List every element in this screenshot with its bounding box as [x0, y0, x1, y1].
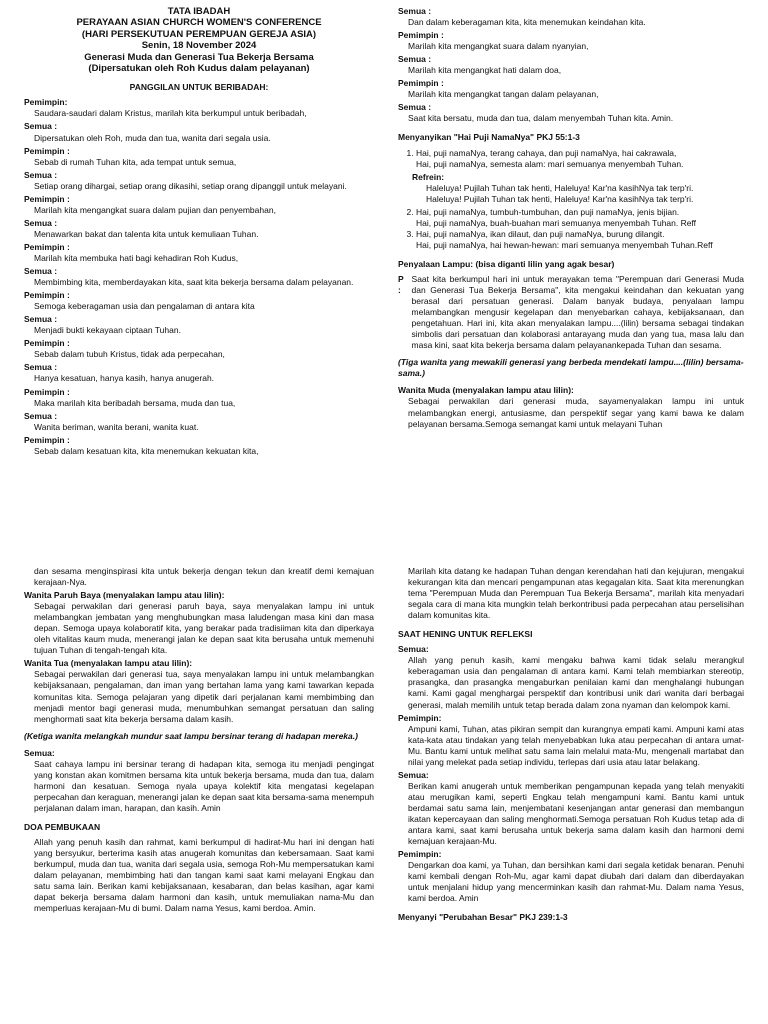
speaker-label: Pemimpin : [24, 193, 70, 204]
song1-title: Menyanyikan "Hai Puji NamaNya" PKJ 55:1-3 [398, 132, 580, 143]
column-3 [24, 566, 374, 1020]
silence-text-4: Dengarkan doa kami, ya Tuhan, dan bersihkan kami dari segala ketidak benaran. Penuhi kami kembali dengan Roh-Mu, agar kami dapat diubah dari dalam dan diberdayakan untuk menjalani hidup yang mencerminkan kasih dan rahmat-Mu. Dalam nama Yesus, kami berdoa. Amin [408, 860, 744, 904]
middle-woman-text: Sebagai perwakilan dari generasi paruh baya, saya menyalakan lampu ini untuk melambangkan jembatan yang menghubungkan masa laludengan masa kini dan masa depan. Semoga upaya kolaboratif kita, yang berakar pada tradisiiman kita dan diperkaya oleh vitalitas kaum muda, menerangi jalan ke depan saat kita berusaha untuk memenuhi tujuan Tuhan di tengah-tengah kita. [34, 601, 374, 656]
liturgy-line: Dipersatukan oleh Roh, muda dan tua, wanita dari segala usia. [34, 132, 271, 143]
all-label: Semua: [24, 747, 55, 758]
speaker-label: Pemimpin : [24, 145, 70, 156]
speaker-label: Semua : [24, 314, 58, 325]
silence-text-1: Allah yang penuh kasih, kami mengaku bahwa kami tidak selalu merangkul keberagaman usia dan pengalaman di antara kami. Kami telah membiarkan stereotip, prasangka, dan prasangka mengaburkan penilaian kami dan menghalangi hubungan kami. Kami gagal menghargai perspektif dan kontribusi unik dari wanita dari berbagai generasi, malah memilih untuk tetap berada dalam zona nyaman dan kelompok kami. [408, 655, 744, 710]
speaker-label: Semua : [398, 54, 432, 65]
song2-title: Menyanyi "Perubahan Besar" PKJ 239:1-3 [398, 912, 568, 923]
liturgy-line: Sebab dalam kesatuan kita, kita menemukan kekuatan kita, [34, 445, 259, 456]
lamp-note: (Tiga wanita yang mewakili generasi yang berbeda mendekati lampu....(lilin) bersama-sama.) [398, 357, 744, 379]
speaker-label: Pemimpin : [398, 78, 444, 89]
speaker-label: Pemimpin : [398, 30, 444, 41]
song1-verses [398, 148, 744, 170]
speaker-label: Semua : [24, 217, 58, 228]
liturgy-line: Semoga keberagaman usia dan pengalaman di antara kita [34, 301, 255, 312]
liturgy-line: Marilah kita mengangkat suara dalam pujian dan penyembahan, [34, 204, 276, 215]
opening-prayer-title: DOA PEMBUKAAN [24, 821, 101, 832]
lamp-title: Penyalaan Lampu: (bisa diganti lilin yang agak besar) [398, 258, 615, 269]
speaker-label: Semua : [24, 169, 58, 180]
lamp-paragraph: P : Saat kita berkumpul hari ini untuk merayakan tema "Perempuan dari Generasi Muda dan Generasi Tua Bekerja Bersama", kita mengakui keindahan dan kekuatan yang berasal dari persatuan generasi. Dalam banyak budaya, penyalaan lampu melambangkan mengusir kegelapan dan menyebarkan cahaya, kebijaksanaan, dan pengetahuan. Hari ini, kita akan menyalakan lampu....(lilin) bersama sebagai tindakan simbolis dari persatuan dan kolaborasi antarayang muda dan yang tua, masa lalu dan masa kini, saat kita bekerja bersama dalam pelayanankepada Tuhan dan sesama. [398, 273, 744, 351]
silence-title: SAAT HENING UNTUK REFLEKSI [398, 629, 533, 640]
speaker-label: Semua : [24, 121, 58, 132]
speaker-label: Pemimpin : [24, 290, 70, 301]
silence-speaker-3: Semua: [398, 769, 429, 780]
speaker-label: Pemimpin : [24, 434, 70, 445]
song1-verses-b [398, 207, 744, 251]
silence-speaker-4: Pemimpin: [398, 849, 442, 860]
liturgy-line: Marilah kita mengangkat tangan dalam pelayanan, [408, 89, 599, 100]
header-title: TATA IBADAH [167, 6, 231, 17]
liturgy-line: Marilah kita membuka hati bagi kehadiran Roh Kudus, [34, 253, 239, 263]
liturgy-line: Saudara-saudari dalam Kristus, marilah kita berkumpul untuk beribadah, [34, 108, 307, 119]
header-date: Senin, 18 November 2024 [141, 40, 257, 52]
speaker-label: Pemimpin : [24, 241, 70, 252]
liturgy-line: Membimbing kita, memberdayakan kita, saat kita bekerja bersama dalam pelayanan. [34, 277, 354, 288]
silence-text-3: Berikan kami anugerah untuk memberikan pengampunan kepada yang telah menyakiti atau merugikan kami, seperti Engkau telah mengampuni kami. Bantu kami untuk berdamai satu sama lain, menjembatani kesenjangan antar generasi dan membangun ikatan kepercayaan dan saling menghormati.Semoga persatuan Roh Kudus tetap ada di antara kami, saat kami berusaha untuk bekerja sama dalam kasih dan harmoni demi kemajuan kerajaan-Mu. [408, 780, 744, 847]
silence-speaker-1: Semua: [398, 644, 429, 655]
liturgy-line: Saat kita bersatu, muda dan tua, dalam menyembah Tuhan kita. Amin. [408, 113, 674, 124]
speaker-label: Semua : [24, 410, 58, 421]
step-back-note: (Ketiga wanita melangkah mundur saat lampu bersinar terang di hadapan mereka.) [24, 730, 358, 741]
speaker-label: Semua : [398, 102, 432, 113]
column-2 [398, 6, 744, 526]
liturgy-line: Dan dalam keberagaman kita, kita menemukan keindahan kita. [408, 17, 646, 28]
section-title-call: PANGGILAN UNTUK BERIBADAH: [129, 82, 269, 93]
liturgy-line: Marilah kita mengangkat suara dalam nyanyian, [408, 41, 589, 52]
liturgy-line: Wanita beriman, wanita berani, wanita kuat. [34, 421, 199, 432]
young-woman-text-cont: dan sesama menginspirasi kita untuk bekerja dengan tekun dan kreatif demi kemajuan kerajaan-Nya. [34, 566, 374, 588]
speaker-label: Pemimpin : [24, 386, 70, 397]
liturgy-line: Menjadi bukti kekayaan ciptaan Tuhan. [34, 325, 181, 336]
speaker-label: Semua : [24, 362, 58, 373]
header-event-sub: (HARI PERSEKUTUAN PEREMPUAN GEREJA ASIA) [81, 28, 317, 40]
speaker-label: Semua : [24, 266, 58, 277]
liturgy-line: Menawarkan bakat dan talenta kita untuk kemuliaan Tuhan. [34, 228, 259, 239]
liturgy-line: Marilah kita mengangkat hati dalam doa, [408, 65, 562, 76]
refrain-line-1: Haleluya! Pujilah Tuhan tak henti, Haleluya! Kar'na kasihNya tak terp'ri. [426, 182, 694, 193]
verse-3: 3. Hai, puji namaNya, ikan dilaut, dan puji namaNya, burung dilangit. Hai, puji namaNya, hai hewan-hewan: mari semuanya menyembah Tuhan.Reff [416, 229, 744, 251]
column-4 [398, 566, 744, 1020]
call-list-cont [398, 6, 744, 124]
old-woman-label: Wanita Tua (menyalakan lampu atau lilin): [24, 658, 193, 669]
middle-woman-label: Wanita Paruh Baya (menyalakan lampu atau lilin): [24, 590, 225, 601]
old-woman-text: Sebagai perwakilan dari generasi tua, saya menyalakan lampu ini untuk melambangkan kebijaksanaan, pengalaman, dan iman yang bertahan lama yang kami tawarkan kepada komunitas kita. Semoga pelajaran yang dipetik dari perjalanan kami membimbing dan menjadi mentor bagi generasi muda, menumbuhkan semangat persatuan dan saling menghormati saat kita bekerja bersama dalam kasih. [34, 669, 374, 724]
liturgy-line: Hanya kesatuan, hanya kasih, hanya anugerah. [34, 373, 215, 384]
liturgy-line: Setiap orang dihargai, setiap orang dikasihi, setiap orang dipanggil untuk melayani. [34, 180, 347, 191]
opening-prayer-text: Allah yang penuh kasih dan rahmat, kami berkumpul di hadirat-Mu hari ini dengan hati yang bersyukur, berterima kasih atas anugerah komunitas dan kebersamaan. Saat kami berkumpul, muda dan tua, wanita dari segala usia, semoga Roh-Mu mempersatukan kami dalam pelayanan, membimbing hati dan tangan kami saat kami melayani Engkau dan satu sama lain. Berikan kami kebijaksanaan, kesabaran, dan belas kasihan, agar kami dapat bekerja bersama dalam harmoni dan kasih, untuk memuliakan nama-Mu dan memperluas kerajaan-Mu di bumi. Dalam nama Yesus, kami berdoa. Amin. [34, 837, 374, 914]
speaker-label: Semua : [398, 6, 432, 16]
all-text: Saat cahaya lampu ini bersinar terang di hadapan kita, semoga itu menjadi pengingat yang konstan akan komitmen bersama kita untuk bekerja bersama, muda dan tua, dalam harmoni dan kesatuan. Semoga nyala upaya kolektif kita mengatasi kegelapan perpecahan dan keraguan, menerangi jalan ke depan saat kita bersama-sama menempuh perjalanan dalam iman, harapan, dan kasih. Amin [34, 758, 374, 813]
silence-text-2: Ampuni kami, Tuhan, atas pikiran sempit dan kurangnya empati kami. Ampuni kami atas kata-kata atau tindakan yang telah menyebabkan luka atau perpecahan di antara umat-Mu. Bantu kami untuk melihat satu sama lain melalui mata-Mu, mengenali martabat dan nilai yang melekat pada setiap individu, terlepas dari usia atau latar belakang. [408, 723, 744, 767]
young-woman-label: Wanita Muda (menyalakan lampu atau lilin): [398, 385, 574, 396]
silence-speaker-2: Pemimpin: [398, 712, 442, 723]
verse-1: 1. Hai, puji namaNya, terang cahaya, dan puji namaNya, hai cakrawala, Hai, puji namaNya, semesta alam: mari semuanya menyembah Tuhan. [416, 148, 744, 170]
header-theme-sub: (Dipersatukan oleh Roh Kudus dalam pelayanan) [88, 62, 310, 74]
speaker-label: Pemimpin: [24, 97, 68, 108]
liturgy-line: Sebab di rumah Tuhan kita, ada tempat untuk semua, [34, 156, 237, 167]
refrain-label: Refrein: [412, 171, 445, 182]
verse-2: 2. Hai, puji namaNya, tumbuh-tumbuhan, dan puji namaNya, jenis bijian. Hai, puji namaNya, buah-buahan mari semuanya menyembah Tuhan. Reff [416, 207, 744, 229]
liturgy-line: Sebab dalam tubuh Kristus, tidak ada perpecahan, [34, 349, 225, 360]
refrain-line-2: Haleluya! Pujilah Tuhan tak henti, Haleluya! Kar'na kasihNya tak terp'ri. [426, 193, 694, 204]
header-theme: Generasi Muda dan Generasi Tua Bekerja Bersama [84, 51, 314, 63]
call-list [24, 97, 374, 456]
column-1 [24, 6, 374, 526]
liturgy-line: Maka marilah kita beribadah bersama, muda dan tua, [34, 397, 236, 408]
young-woman-text: Sebagai perwakilan dari generasi muda, sayamenyalakan lampu ini untuk melambangkan energi, antusiasme, dan perspektif segar yang kami bawa ke dalam pelayanan bersama.Semoga semangat kami untuk melayani Tuhan [408, 396, 744, 429]
speaker-label: Pemimpin : [24, 338, 70, 349]
opening-prayer-cont: Marilah kita datang ke hadapan Tuhan dengan kerendahan hati dan kejujuran, mengakui kekurangan kita dan mencari pengampunan atas kegagalan kita. Saat kita merenungkan tema "Perempuan Muda dan Perempuan Tua Bekerja Bersama", marilah kita menyadari segala cara di mana kita mungkin telah berkontribusi pada perpecahan atau perselisihan dalam komunitas kita. [408, 566, 744, 621]
header-event: PERAYAAN ASIAN CHURCH WOMEN'S CONFERENCE [76, 17, 322, 29]
page-header [24, 6, 374, 74]
